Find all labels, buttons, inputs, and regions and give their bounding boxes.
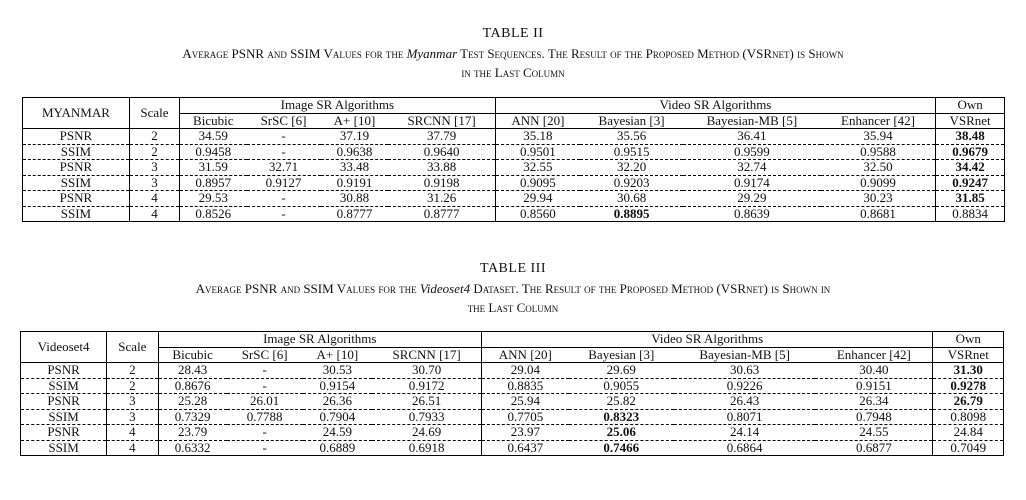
value-cell: 31.26: [388, 191, 495, 207]
method-header: A+ [10]: [321, 113, 389, 129]
table2-label: TABLE II: [482, 26, 544, 41]
value-cell: 0.8676: [158, 378, 227, 394]
value-cell: 0.9127: [247, 175, 321, 191]
method-header: SrSC [6]: [247, 113, 321, 129]
table-row: [21, 425, 1004, 441]
value-cell: 0.9599: [683, 144, 821, 160]
scale-cell: 3: [129, 175, 179, 191]
value-cell: 35.94: [821, 129, 936, 145]
value-cell: 0.6864: [674, 440, 815, 456]
value-cell: 0.7466: [569, 440, 674, 456]
metric-cell: SSIM: [21, 440, 107, 456]
scale-cell: 4: [129, 206, 179, 222]
value-cell: 29.69: [569, 363, 674, 379]
value-cell: 0.8834: [936, 206, 1005, 222]
value-cell: 26.01: [227, 394, 303, 410]
own-group-header: Own: [936, 98, 1005, 114]
scale-cell: 4: [129, 191, 179, 207]
scale-cell: 4: [107, 425, 158, 441]
value-cell: 31.85: [936, 191, 1005, 207]
metric-cell: PSNR: [21, 363, 107, 379]
value-cell: 0.8777: [388, 206, 495, 222]
value-cell: 32.71: [247, 160, 321, 176]
metric-cell: SSIM: [23, 206, 130, 222]
value-cell: 0.9154: [303, 378, 373, 394]
value-cell: 0.8835: [482, 378, 569, 394]
scale-cell: 3: [107, 394, 158, 410]
value-cell: 0.9099: [821, 175, 936, 191]
scale-cell: 2: [107, 378, 158, 394]
method-header: Enhancer [42]: [815, 347, 933, 363]
value-cell: 0.6889: [303, 440, 373, 456]
value-cell: 33.48: [321, 160, 389, 176]
value-cell: 0.9588: [821, 144, 936, 160]
metric-cell: PSNR: [21, 394, 107, 410]
value-cell: 0.8681: [821, 206, 936, 222]
value-cell: 0.9679: [936, 144, 1005, 160]
value-cell: 0.9198: [388, 175, 495, 191]
value-cell: 0.9640: [388, 144, 495, 160]
value-cell: 0.8560: [495, 206, 580, 222]
value-cell: 31.30: [933, 363, 1004, 379]
value-cell: 0.8639: [683, 206, 821, 222]
value-cell: 0.9247: [936, 175, 1005, 191]
header-row-groups: [21, 332, 1004, 348]
header-row-groups: [23, 98, 1005, 114]
value-cell: 29.29: [683, 191, 821, 207]
value-cell: 0.9501: [495, 144, 580, 160]
image-sr-group-header: Image SR Algorithms: [180, 98, 496, 114]
value-cell: 30.70: [372, 363, 481, 379]
value-cell: 24.69: [372, 425, 481, 441]
value-cell: 0.8526: [180, 206, 247, 222]
value-cell: 0.8777: [321, 206, 389, 222]
table-row: [23, 191, 1005, 207]
value-cell: 24.84: [933, 425, 1004, 441]
image-sr-group-header: Image SR Algorithms: [158, 332, 481, 348]
metric-cell: SSIM: [23, 144, 130, 160]
value-cell: 33.88: [388, 160, 495, 176]
value-cell: 0.7788: [227, 409, 303, 425]
scale-cell: 3: [129, 160, 179, 176]
value-cell: 32.50: [821, 160, 936, 176]
value-cell: -: [227, 378, 303, 394]
value-cell: 34.59: [180, 129, 247, 145]
scale-cell: 4: [107, 440, 158, 456]
value-cell: -: [247, 144, 321, 160]
value-cell: 0.9203: [580, 175, 683, 191]
value-cell: 0.8323: [569, 409, 674, 425]
scale-header: Scale: [107, 332, 158, 363]
value-cell: 29.53: [180, 191, 247, 207]
table-row: [21, 440, 1004, 456]
value-cell: 28.43: [158, 363, 227, 379]
method-header: A+ [10]: [303, 347, 373, 363]
table3-caption: Average PSNR and SSIM Values for the Videoset4 Dataset. The Result of the Proposed Method (VSRnet) is Shown in the Last Column: [195, 281, 831, 315]
dataset-header: MYANMAR: [23, 98, 130, 129]
metric-cell: SSIM: [21, 409, 107, 425]
value-cell: 0.7933: [372, 409, 481, 425]
value-cell: 0.6918: [372, 440, 481, 456]
method-header: SRCNN [17]: [388, 113, 495, 129]
value-cell: 35.56: [580, 129, 683, 145]
metric-cell: PSNR: [23, 160, 130, 176]
value-cell: 38.48: [936, 129, 1005, 145]
value-cell: 0.8071: [674, 409, 815, 425]
value-cell: 0.9151: [815, 378, 933, 394]
method-header: SrSC [6]: [227, 347, 303, 363]
method-header: Bicubic: [158, 347, 227, 363]
value-cell: -: [247, 129, 321, 145]
header-row-methods: [21, 347, 1004, 363]
method-header: ANN [20]: [482, 347, 569, 363]
value-cell: 0.9095: [495, 175, 580, 191]
value-cell: 30.53: [303, 363, 373, 379]
table-row: [21, 394, 1004, 410]
video-sr-group-header: Video SR Algorithms: [482, 332, 933, 348]
table-row: [21, 363, 1004, 379]
table-row: [23, 206, 1005, 222]
scale-cell: 3: [107, 409, 158, 425]
value-cell: 0.8895: [580, 206, 683, 222]
value-cell: 24.55: [815, 425, 933, 441]
value-cell: 0.9458: [180, 144, 247, 160]
value-cell: 25.06: [569, 425, 674, 441]
value-cell: 25.94: [482, 394, 569, 410]
value-cell: 0.9638: [321, 144, 389, 160]
value-cell: 0.9515: [580, 144, 683, 160]
value-cell: 29.04: [482, 363, 569, 379]
table-row: [21, 378, 1004, 394]
value-cell: 0.9055: [569, 378, 674, 394]
value-cell: 0.9278: [933, 378, 1004, 394]
value-cell: 23.97: [482, 425, 569, 441]
table-row: [23, 175, 1005, 191]
value-cell: 26.36: [303, 394, 373, 410]
value-cell: 25.82: [569, 394, 674, 410]
value-cell: 26.51: [372, 394, 481, 410]
value-cell: 0.7705: [482, 409, 569, 425]
value-cell: 37.79: [388, 129, 495, 145]
metric-cell: PSNR: [23, 191, 130, 207]
value-cell: 35.18: [495, 129, 580, 145]
table-row: [23, 144, 1005, 160]
value-cell: 30.40: [815, 363, 933, 379]
value-cell: 24.59: [303, 425, 373, 441]
value-cell: 0.6437: [482, 440, 569, 456]
value-cell: 26.79: [933, 394, 1004, 410]
table3: [20, 331, 1004, 456]
value-cell: 26.34: [815, 394, 933, 410]
value-cell: 0.9174: [683, 175, 821, 191]
value-cell: 30.88: [321, 191, 389, 207]
value-cell: 0.9191: [321, 175, 389, 191]
value-cell: -: [227, 440, 303, 456]
table3-label: TABLE III: [480, 261, 546, 276]
method-header: Bayesian-MB [5]: [674, 347, 815, 363]
value-cell: 0.7049: [933, 440, 1004, 456]
value-cell: -: [247, 191, 321, 207]
scale-cell: 2: [107, 363, 158, 379]
value-cell: 30.63: [674, 363, 815, 379]
value-cell: 23.79: [158, 425, 227, 441]
method-header: VSRnet: [936, 113, 1005, 129]
video-sr-group-header: Video SR Algorithms: [495, 98, 936, 114]
value-cell: 36.41: [683, 129, 821, 145]
metric-cell: PSNR: [21, 425, 107, 441]
value-cell: 0.7904: [303, 409, 373, 425]
table2: [22, 97, 1005, 222]
value-cell: 30.23: [821, 191, 936, 207]
value-cell: 26.43: [674, 394, 815, 410]
metric-cell: SSIM: [23, 175, 130, 191]
value-cell: 32.74: [683, 160, 821, 176]
value-cell: 31.59: [180, 160, 247, 176]
method-header: SRCNN [17]: [372, 347, 481, 363]
value-cell: 32.20: [580, 160, 683, 176]
method-header: Bayesian [3]: [580, 113, 683, 129]
method-header: Bayesian-MB [5]: [683, 113, 821, 129]
value-cell: 32.55: [495, 160, 580, 176]
value-cell: 0.9172: [372, 378, 481, 394]
method-header: VSRnet: [933, 347, 1004, 363]
value-cell: 25.28: [158, 394, 227, 410]
method-header: Enhancer [42]: [821, 113, 936, 129]
table2-caption: Average PSNR and SSIM Values for the Myanmar Test Sequences. The Result of the Proposed Method (VSRnet) is Shown in the Last Column: [182, 46, 844, 80]
value-cell: 30.68: [580, 191, 683, 207]
scale-cell: 2: [129, 144, 179, 160]
value-cell: -: [247, 206, 321, 222]
dataset-header: Videoset4: [21, 332, 107, 363]
method-header: Bicubic: [180, 113, 247, 129]
value-cell: 0.6877: [815, 440, 933, 456]
value-cell: 0.7948: [815, 409, 933, 425]
metric-cell: SSIM: [21, 378, 107, 394]
method-header: ANN [20]: [495, 113, 580, 129]
value-cell: 0.8957: [180, 175, 247, 191]
own-group-header: Own: [933, 332, 1004, 348]
value-cell: -: [227, 425, 303, 441]
scale-cell: 2: [129, 129, 179, 145]
table-row: [21, 409, 1004, 425]
table-row: [23, 129, 1005, 145]
value-cell: 0.8098: [933, 409, 1004, 425]
value-cell: 0.7329: [158, 409, 227, 425]
method-header: Bayesian [3]: [569, 347, 674, 363]
value-cell: 34.42: [936, 160, 1005, 176]
value-cell: 29.94: [495, 191, 580, 207]
value-cell: -: [227, 363, 303, 379]
scale-header: Scale: [129, 98, 179, 129]
value-cell: 37.19: [321, 129, 389, 145]
value-cell: 24.14: [674, 425, 815, 441]
metric-cell: PSNR: [23, 129, 130, 145]
value-cell: 0.9226: [674, 378, 815, 394]
table-row: [23, 160, 1005, 176]
value-cell: 0.6332: [158, 440, 227, 456]
